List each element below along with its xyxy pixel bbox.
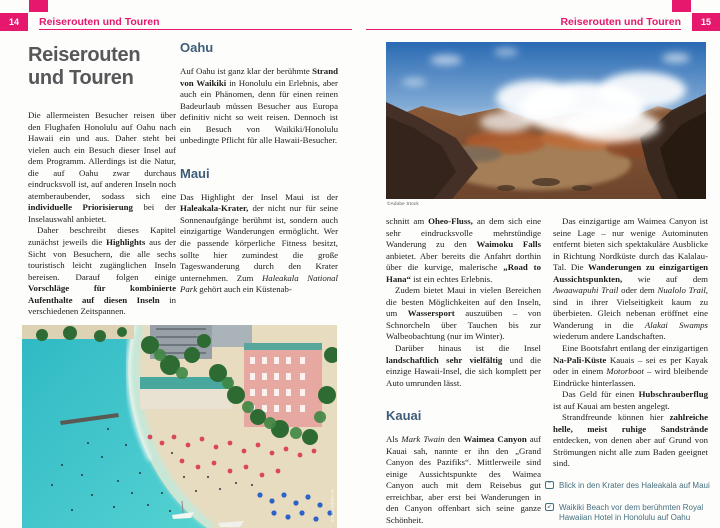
left-page-thumb-tab (29, 0, 48, 12)
photo-credit: ©Adobe Stock (387, 201, 419, 206)
section-heading-maui: Maui (180, 165, 210, 181)
right-running-header: Reiserouten und Touren (560, 16, 681, 28)
kauai-paragraph: Als Mark Twain den Waimea Canyon auf Kauai sah, nannte er ihn den „Grand Canyon des Pazifiks“. Mittlerweile sind einige Aussichtspunkte des Waimea Canyon auch mit dem Reisebus gut erreichbar, aber erst bei Wanderungen in den Canyon offenbart sich seine ganze Schönheit. (386, 434, 541, 526)
left-running-header: Reiserouten und Touren (39, 16, 160, 28)
maui-paragraph: Darüber hinaus ist die Insel landschaftlich sehr vielfältig und die einzige Hawaii-Insel, die sich komplett per Auto umrunden lässt. (386, 343, 542, 388)
caption-waikiki (545, 503, 713, 524)
caption-text: Waikiki Beach vor dem berühmten Royal Hawaiian Hotel in Honolulu auf Oahu (559, 502, 704, 522)
kauai-paragraph: Das Geld für einen Hubschrauberflug ist auf Kauai am besten angelegt. (553, 389, 708, 411)
caption-haleakala (545, 481, 713, 492)
intro-paragraph: Daher beschreibt dieses Kapitel zunächst jeweils die Highlights aus der Sicht von Besuchern, die alle sechs touristisch leicht zugänglichen Inseln bereisen. Darauf folgen einige Vorschläge für kombinierte Aufenthalte auf diesen Inseln in verschiedenen Zeitspannen. (28, 225, 177, 317)
right-page-number: 15 (692, 13, 720, 31)
kauai-paragraph: Eine Bootsfahrt entlang der einzigartigen Na-Pali-Küste Kauais – sei es per Kayak oder in einem Motorboot – wird bleibende Eindrücke hinterlassen. (553, 343, 708, 388)
chevron-up-icon: ⌃ (546, 482, 553, 488)
intro-paragraph: Die allermeisten Besucher reisen über den Flughafen Honolulu auf Oahu nach Hawaii ein und aus. Daher steht bei vielen auch ein Besuch dieser Insel auf dem Programm. Allerdings ist die Natur, die auf Oahu zwar durchaus eindrucksvoll ist, auf anderen Inseln noch atemberaubender, sodass sich eine individuelle Priorisierung bei der Inselauswahl anbietet. (28, 110, 176, 224)
kauai-paragraph: Strandfreunde können hier zahlreiche helle, meist ruhige Sandstrände entdecken, von denen aber auf Grund von Strömungen nicht alle zum Baden geeignet sind. (553, 412, 708, 469)
section-heading-oahu: Oahu (180, 40, 214, 55)
waikiki-beach-photo (22, 325, 337, 528)
left-header-rule (39, 29, 352, 30)
right-page-thumb-tab (672, 0, 691, 12)
caption-text: Blick in den Krater des Haleakala auf Maui (559, 481, 710, 490)
middle-column (180, 40, 338, 296)
chapter-title: Reiserouten und Touren (28, 44, 141, 89)
caption-block (545, 481, 713, 524)
right-column-2 (553, 216, 708, 470)
photo-credit-vertical: ©Adobe Stock (330, 488, 335, 522)
arrow-down-left-icon: ↙ (546, 503, 553, 510)
haleakala-crater-photo (386, 42, 706, 199)
intro-column (28, 110, 176, 318)
oahu-paragraph: Auf Oahu ist ganz klar der berühmte Strand von Waikiki in Honolulu ein Erlebnis, aber auch ein Phänomen, denn für einen reinen Badeurlaub müssen Besucher aus Europa definitiv nicht so weit reisen. Dennoch ist ein Besuch von Waikiki/Honolulu unbedingte Pflicht für alle Hawaii-Besucher. (180, 66, 338, 146)
maui-continued-paragraph: schnitt am Oheo-Fluss, an dem sich eine sehr eindrucksvolle mehrstündige Wanderung zu den Waimoku Falls anbietet. Aber bereits die Anfahrt dorthin über die kurvige, malerische „Road to Hana“ ist ein echtes Erlebnis. (386, 216, 541, 284)
haleakala-crater-illustration (386, 42, 706, 199)
right-header-rule (366, 29, 681, 30)
maui-paragraph: Zudem bietet Maui in vielen Bereichen die besten Möglichkeiten auf den Inseln, um Wassersport auszuüben – von Schnorcheln über Tauchen bis zur Walbeobachtung (nur im Winter). (386, 285, 541, 342)
waikiki-beach-illustration (22, 325, 337, 528)
kauai-paragraph: Das einzigartige am Waimea Canyon ist seine Lage – nur wenige Autominuten entfernt bieten sich spektakuläre Ausblicke in Richtung Nordküste durch das Kalalau-Tal. Die Wanderungen zu einzigartigen Aussichtspunkten, wie auf dem Awaawapuhi Trail oder dem Nualolo Trail, sind in ihrer Vielseitigkeit kaum zu überbieten. Gleich nebenan eröffnet eine Wanderung in die Alakai Swamps wiederum andere Landschaften. (553, 216, 708, 342)
left-page-number: 14 (0, 13, 28, 31)
section-heading-kauai: Kauai (386, 408, 422, 424)
right-column-1 (386, 216, 541, 527)
maui-paragraph: Das Highlight der Insel Maui ist der Haleakala-Krater, der nicht nur für seine Sonnenaufgänge berühmt ist, sondern auch einzigartige Wanderungen ermöglicht. Wer die passende körperliche Fitness besitzt, sollte hier zumindest die große Tageswanderung durch den Krater unternehmen. Zum Haleakala National Park gehört auch ein Küstenab- (180, 191, 338, 295)
